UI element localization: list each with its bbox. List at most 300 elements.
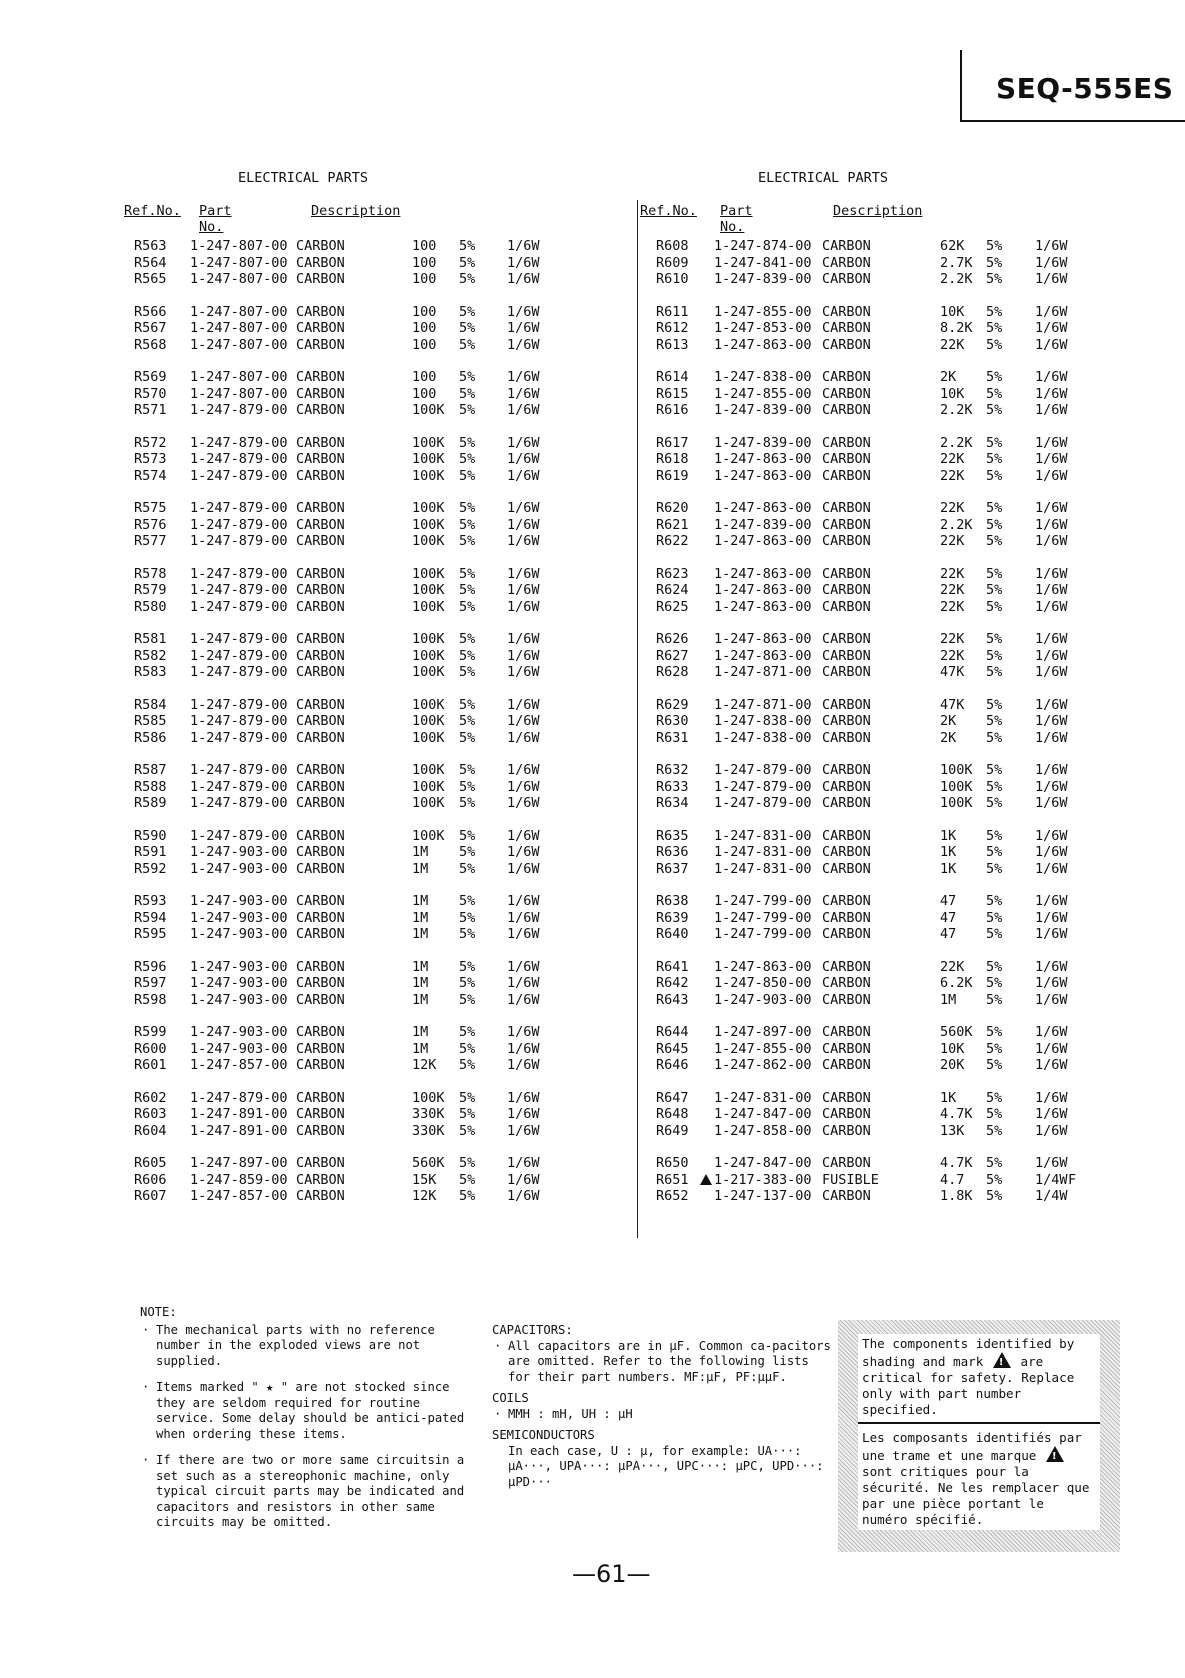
value: 100K: [412, 533, 445, 549]
coils-text: · MMH : mH, UH : µH: [492, 1407, 832, 1423]
value: 12K: [412, 1057, 437, 1073]
tolerance: 5%: [986, 778, 1003, 795]
tolerance: 5%: [986, 1057, 1003, 1073]
description: CARBON: [822, 1188, 871, 1204]
ref-no: R589: [134, 795, 167, 811]
part-no: 1-247-871-00: [714, 696, 812, 713]
ref-no: R575: [134, 500, 167, 516]
part-no: 1-247-879-00: [190, 582, 288, 598]
ref-no: R626: [656, 631, 689, 647]
value: 1M: [412, 926, 429, 942]
tolerance: 5%: [459, 1040, 476, 1057]
part-no: 1-247-831-00: [714, 827, 812, 844]
part-no: 1-247-903-00: [190, 1024, 288, 1040]
description: CARBON: [296, 860, 345, 877]
ref-no: R582: [134, 647, 167, 664]
description: CARBON: [296, 696, 345, 713]
tolerance: 5%: [459, 631, 476, 647]
part-no: 1-247-847-00: [714, 1106, 812, 1122]
tolerance: 5%: [459, 958, 476, 975]
ref-no: R611: [656, 303, 689, 320]
description: CARBON: [822, 844, 871, 860]
description: CARBON: [822, 729, 871, 746]
model-name: SEQ-555ES: [996, 72, 1174, 105]
value: 62K: [940, 238, 965, 254]
tolerance: 5%: [986, 713, 1003, 729]
tolerance: 5%: [986, 516, 1003, 533]
wattage: 1/6W: [507, 713, 540, 729]
part-no: 1-247-879-00: [190, 647, 288, 664]
ref-no: R581: [134, 631, 167, 647]
header-part: Part No.: [720, 203, 753, 235]
description: CARBON: [822, 533, 871, 549]
description: CARBON: [296, 893, 345, 909]
value: 47K: [940, 696, 965, 713]
value: 560K: [412, 1155, 445, 1171]
wattage: 1/6W: [1035, 434, 1068, 451]
ref-no: R569: [134, 369, 167, 385]
part-no: 1-247-879-00: [190, 565, 288, 582]
part-no: 1-247-871-00: [714, 664, 812, 680]
part-no: 1-247-903-00: [190, 991, 288, 1008]
part-no: 1-247-863-00: [714, 336, 812, 353]
wattage: 1/6W: [507, 778, 540, 795]
part-no: 1-247-807-00: [190, 336, 288, 353]
description: CARBON: [822, 565, 871, 582]
tolerance: 5%: [459, 500, 476, 516]
wattage: 1/6W: [507, 271, 540, 287]
description: CARBON: [296, 958, 345, 975]
value: 47: [940, 926, 957, 942]
abbreviations-block: [492, 1323, 832, 1490]
description: CARBON: [296, 729, 345, 746]
capacitors-heading: CAPACITORS:: [492, 1323, 573, 1337]
wattage: 1/6W: [507, 795, 540, 811]
description: CARBON: [822, 762, 871, 778]
part-no: 1-247-841-00: [714, 254, 812, 271]
part-no: 1-247-863-00: [714, 500, 812, 516]
description: CARBON: [822, 909, 871, 926]
value: 1M: [412, 1040, 429, 1057]
part-no: 1-247-903-00: [190, 909, 288, 926]
wattage: 1/6W: [1035, 975, 1068, 991]
tolerance: 5%: [986, 533, 1003, 549]
wattage: 1/6W: [507, 320, 540, 336]
ref-no: R567: [134, 320, 167, 336]
value: 1.8K: [940, 1188, 973, 1204]
tolerance: 5%: [459, 271, 476, 287]
part-no: 1-247-857-00: [190, 1057, 288, 1073]
ref-no: R579: [134, 582, 167, 598]
part-no: 1-247-838-00: [714, 729, 812, 746]
part-no: 1-247-879-00: [190, 467, 288, 484]
value: 100K: [412, 434, 445, 451]
description: CARBON: [296, 1122, 345, 1139]
description: CARBON: [296, 1106, 345, 1122]
ref-no: R608: [656, 238, 689, 254]
tolerance: 5%: [459, 385, 476, 402]
part-no: 1-247-891-00: [190, 1106, 288, 1122]
ref-no: R640: [656, 926, 689, 942]
value: 2.2K: [940, 271, 973, 287]
value: 22K: [940, 336, 965, 353]
part-no: 1-247-903-00: [190, 844, 288, 860]
part-no: 1-247-879-00: [190, 762, 288, 778]
description: CARBON: [296, 975, 345, 991]
value: 22K: [940, 958, 965, 975]
tolerance: 5%: [986, 1024, 1003, 1040]
value: 2.7K: [940, 254, 973, 271]
value: 4.7K: [940, 1106, 973, 1122]
value: 100K: [412, 762, 445, 778]
ref-no: R634: [656, 795, 689, 811]
value: 100K: [412, 565, 445, 582]
wattage: 1/6W: [507, 1024, 540, 1040]
tolerance: 5%: [459, 975, 476, 991]
description: CARBON: [296, 909, 345, 926]
ref-no: R566: [134, 303, 167, 320]
value: 1M: [412, 860, 429, 877]
value: 100: [412, 303, 437, 320]
wattage: 1/6W: [1035, 451, 1068, 467]
ref-no: R644: [656, 1024, 689, 1040]
ref-no: R577: [134, 533, 167, 549]
ref-no: R637: [656, 860, 689, 877]
wattage: 1/6W: [1035, 762, 1068, 778]
value: 2K: [940, 713, 957, 729]
tolerance: 5%: [459, 926, 476, 942]
wattage: 1/6W: [1035, 991, 1068, 1008]
wattage: 1/6W: [507, 729, 540, 746]
wattage: 1/6W: [1035, 1057, 1068, 1073]
ref-no: R583: [134, 664, 167, 680]
ref-no: R600: [134, 1040, 167, 1057]
part-no: 1-247-879-00: [190, 631, 288, 647]
semiconductors-text: In each case, U : µ, for example: UA···: µA···, UPA···: µPA···, UPC···: µPC, UPD···: µPD···: [508, 1443, 824, 1489]
ref-no: R590: [134, 827, 167, 844]
ref-no: R620: [656, 500, 689, 516]
right-section-title: ELECTRICAL PARTS: [758, 170, 889, 186]
ref-no: R588: [134, 778, 167, 795]
wattage: 1/6W: [1035, 729, 1068, 746]
part-no: 1-247-879-00: [714, 778, 812, 795]
part-no: 1-247-874-00: [714, 238, 812, 254]
wattage: 1/6W: [507, 598, 540, 615]
ref-no: R633: [656, 778, 689, 795]
semiconductors-heading: SEMICONDUCTORS: [492, 1428, 595, 1442]
ref-no: R641: [656, 958, 689, 975]
tolerance: 5%: [459, 827, 476, 844]
value: 47: [940, 909, 957, 926]
tolerance: 5%: [986, 434, 1003, 451]
description: CARBON: [296, 500, 345, 516]
wattage: 1/6W: [1035, 271, 1068, 287]
part-no: 1-247-879-00: [190, 696, 288, 713]
part-no: 1-247-879-00: [190, 533, 288, 549]
tolerance: 5%: [459, 516, 476, 533]
note-item: · Items marked " ★ " are not stocked since they are seldom required for routine service. Some delay should be antici-pated when ordering these items.: [140, 1380, 486, 1442]
wattage: 1/6W: [507, 1155, 540, 1171]
tolerance: 5%: [459, 1057, 476, 1073]
tolerance: 5%: [459, 893, 476, 909]
wattage: 1/6W: [1035, 582, 1068, 598]
value: 100K: [940, 778, 973, 795]
ref-no: R625: [656, 598, 689, 615]
wattage: 1/6W: [507, 1106, 540, 1122]
wattage: 1/6W: [1035, 844, 1068, 860]
safety-divider: [858, 1422, 1100, 1424]
tolerance: 5%: [459, 909, 476, 926]
part-no: 1-247-839-00: [714, 516, 812, 533]
wattage: 1/6W: [507, 238, 540, 254]
part-no: 1-247-799-00: [714, 909, 812, 926]
wattage: 1/6W: [507, 647, 540, 664]
part-no: 1-247-863-00: [714, 582, 812, 598]
description: CARBON: [296, 1024, 345, 1040]
tolerance: 5%: [986, 1188, 1003, 1204]
ref-no: R609: [656, 254, 689, 271]
part-no: 1-247-839-00: [714, 402, 812, 418]
description: CARBON: [822, 582, 871, 598]
part-no: 1-247-799-00: [714, 926, 812, 942]
part-no: 1-247-807-00: [190, 320, 288, 336]
value: 100K: [412, 827, 445, 844]
ref-no: R594: [134, 909, 167, 926]
part-no: 1-247-879-00: [190, 434, 288, 451]
wattage: 1/6W: [507, 500, 540, 516]
part-no: 1-247-903-00: [714, 991, 812, 1008]
ref-no: R642: [656, 975, 689, 991]
value: 22K: [940, 533, 965, 549]
part-no: 1-247-847-00: [714, 1155, 812, 1171]
wattage: 1/4W: [1035, 1171, 1068, 1188]
wattage: 1/6W: [1035, 713, 1068, 729]
wattage: 1/6W: [1035, 1040, 1068, 1057]
tolerance: 5%: [986, 1155, 1003, 1171]
wattage: 1/6W: [507, 991, 540, 1008]
value: 8.2K: [940, 320, 973, 336]
tolerance: 5%: [459, 1122, 476, 1139]
description: CARBON: [822, 254, 871, 271]
tolerance: 5%: [986, 762, 1003, 778]
value: 10K: [940, 303, 965, 320]
description: CARBON: [296, 467, 345, 484]
description: FUSIBLE: [822, 1171, 879, 1188]
value: 100: [412, 271, 437, 287]
tolerance: 5%: [459, 369, 476, 385]
value: 100K: [412, 664, 445, 680]
wattage: 1/6W: [1035, 1122, 1068, 1139]
part-no: 1-247-863-00: [714, 958, 812, 975]
wattage: 1/6W: [1035, 909, 1068, 926]
tolerance: 5%: [986, 664, 1003, 680]
value: 22K: [940, 631, 965, 647]
tolerance: 5%: [459, 1024, 476, 1040]
description: CARBON: [296, 565, 345, 582]
part-no: 1-247-831-00: [714, 844, 812, 860]
part-no: 1-247-879-00: [190, 664, 288, 680]
tolerance: 5%: [459, 1171, 476, 1188]
description: CARBON: [822, 647, 871, 664]
part-no: 1-217-383-00: [714, 1171, 812, 1188]
safety-mark-icon: [700, 1174, 712, 1185]
wattage: 1/6W: [507, 975, 540, 991]
ref-no: R645: [656, 1040, 689, 1057]
part-no: 1-247-879-00: [190, 778, 288, 795]
tolerance: 5%: [986, 795, 1003, 811]
description: CARBON: [296, 434, 345, 451]
wattage: 1/6W: [507, 369, 540, 385]
wattage: 1/6W: [507, 336, 540, 353]
part-no: 1-247-863-00: [714, 631, 812, 647]
model-header: [960, 50, 1185, 122]
wattage: 1/6W: [507, 860, 540, 877]
tolerance: 5%: [986, 1171, 1003, 1188]
wattage: 1/6W: [507, 1057, 540, 1073]
description: CARBON: [296, 238, 345, 254]
wattage: 1/6W: [1035, 795, 1068, 811]
ref-no: R602: [134, 1089, 167, 1106]
ref-no: R596: [134, 958, 167, 975]
header-desc: Description: [833, 203, 923, 219]
description: CARBON: [822, 664, 871, 680]
description: CARBON: [822, 1089, 871, 1106]
wattage: 1/6W: [1035, 860, 1068, 877]
column-divider: [637, 200, 638, 1238]
description: CARBON: [296, 631, 345, 647]
tolerance: 5%: [986, 991, 1003, 1008]
wattage: 1/6W: [507, 909, 540, 926]
wattage: 1/6W: [1035, 565, 1068, 582]
ref-no: R649: [656, 1122, 689, 1139]
tolerance: 5%: [986, 1106, 1003, 1122]
part-no: 1-247-839-00: [714, 271, 812, 287]
part-no: 1-247-807-00: [190, 271, 288, 287]
part-no: 1-247-862-00: [714, 1057, 812, 1073]
part-no: 1-247-879-00: [190, 729, 288, 746]
description: CARBON: [296, 762, 345, 778]
tolerance: 5%: [986, 893, 1003, 909]
ref-no: R605: [134, 1155, 167, 1171]
wattage: 1/6W: [1035, 516, 1068, 533]
value: 100: [412, 369, 437, 385]
part-no: 1-247-891-00: [190, 1122, 288, 1139]
wattage: 1/6W: [1035, 533, 1068, 549]
tolerance: 5%: [986, 860, 1003, 877]
part-no: 1-247-863-00: [714, 533, 812, 549]
tolerance: 5%: [459, 565, 476, 582]
description: CARBON: [296, 598, 345, 615]
value: 22K: [940, 451, 965, 467]
value: 2K: [940, 729, 957, 746]
tolerance: 5%: [459, 467, 476, 484]
value: 22K: [940, 598, 965, 615]
part-no: 1-247-831-00: [714, 860, 812, 877]
wattage: 1/6W: [1035, 238, 1068, 254]
ref-no: R636: [656, 844, 689, 860]
description: CARBON: [822, 385, 871, 402]
tolerance: 5%: [459, 533, 476, 549]
value: 1M: [412, 909, 429, 926]
warning-triangle-icon: [993, 1352, 1011, 1368]
description: CARBON: [822, 1040, 871, 1057]
value: 100: [412, 320, 437, 336]
notes-label: NOTE:: [140, 1305, 177, 1319]
wattage: 1/6W: [507, 582, 540, 598]
tolerance: 5%: [986, 844, 1003, 860]
ref-no: R631: [656, 729, 689, 746]
description: CARBON: [296, 1155, 345, 1171]
wattage: 1/6W: [1035, 1155, 1068, 1171]
tolerance: 5%: [986, 647, 1003, 664]
wattage: 1/6W: [507, 254, 540, 271]
ref-no: R595: [134, 926, 167, 942]
value: 1M: [412, 1024, 429, 1040]
description: CARBON: [822, 451, 871, 467]
part-no: 1-247-879-00: [714, 762, 812, 778]
value: 1M: [412, 844, 429, 860]
value: 100: [412, 385, 437, 402]
value: 1K: [940, 860, 957, 877]
note-item: · The mechanical parts with no reference number in the exploded views are not supplied.: [140, 1323, 486, 1370]
tolerance: 5%: [986, 303, 1003, 320]
part-no: 1-247-855-00: [714, 385, 812, 402]
part-no: 1-247-903-00: [190, 860, 288, 877]
safety-fr-2: sont critiques pour la sécurité. Ne les remplacer que par une pièce portant le numéro spécifié.: [862, 1464, 1090, 1527]
header-ref: Ref.No.: [640, 203, 697, 219]
ref-no: R580: [134, 598, 167, 615]
value: 100K: [412, 402, 445, 418]
value: 100K: [412, 598, 445, 615]
safety-fr-1: Les composants identifiés par une trame et une marque: [862, 1430, 1082, 1463]
part-no: 1-247-855-00: [714, 1040, 812, 1057]
part-no: 1-247-807-00: [190, 254, 288, 271]
wattage: 1/6W: [507, 385, 540, 402]
description: CARBON: [822, 795, 871, 811]
tolerance: 5%: [986, 500, 1003, 516]
wattage: 1/6W: [1035, 926, 1068, 942]
tolerance: 5%: [986, 1089, 1003, 1106]
wattage: 1/6W: [1035, 778, 1068, 795]
tolerance: 5%: [986, 238, 1003, 254]
wattage: 1/6W: [1035, 336, 1068, 353]
safety-notice: [838, 1320, 1120, 1552]
ref-no: R576: [134, 516, 167, 533]
description: CARBON: [822, 336, 871, 353]
description: CARBON: [822, 369, 871, 385]
tolerance: 5%: [459, 598, 476, 615]
wattage: 1/6W: [1035, 664, 1068, 680]
wattage: 1/6W: [1035, 958, 1068, 975]
ref-no: R591: [134, 844, 167, 860]
tolerance: 5%: [986, 369, 1003, 385]
tolerance: 5%: [986, 1122, 1003, 1139]
tolerance: 5%: [986, 909, 1003, 926]
value: 22K: [940, 582, 965, 598]
description: CARBON: [822, 778, 871, 795]
tolerance: 5%: [459, 1188, 476, 1204]
part-no: 1-247-879-00: [190, 1089, 288, 1106]
description: CARBON: [296, 795, 345, 811]
description: CARBON: [822, 696, 871, 713]
ref-no: R629: [656, 696, 689, 713]
description: CARBON: [822, 516, 871, 533]
value: 100K: [412, 467, 445, 484]
capacitors-text: · All capacitors are in µF. Common ca-pacitors are omitted. Refer to the following lists for their part numbers. MF:µF, PF:µµF.: [492, 1339, 832, 1386]
ref-no: R578: [134, 565, 167, 582]
tolerance: 5%: [459, 320, 476, 336]
value: 22K: [940, 647, 965, 664]
